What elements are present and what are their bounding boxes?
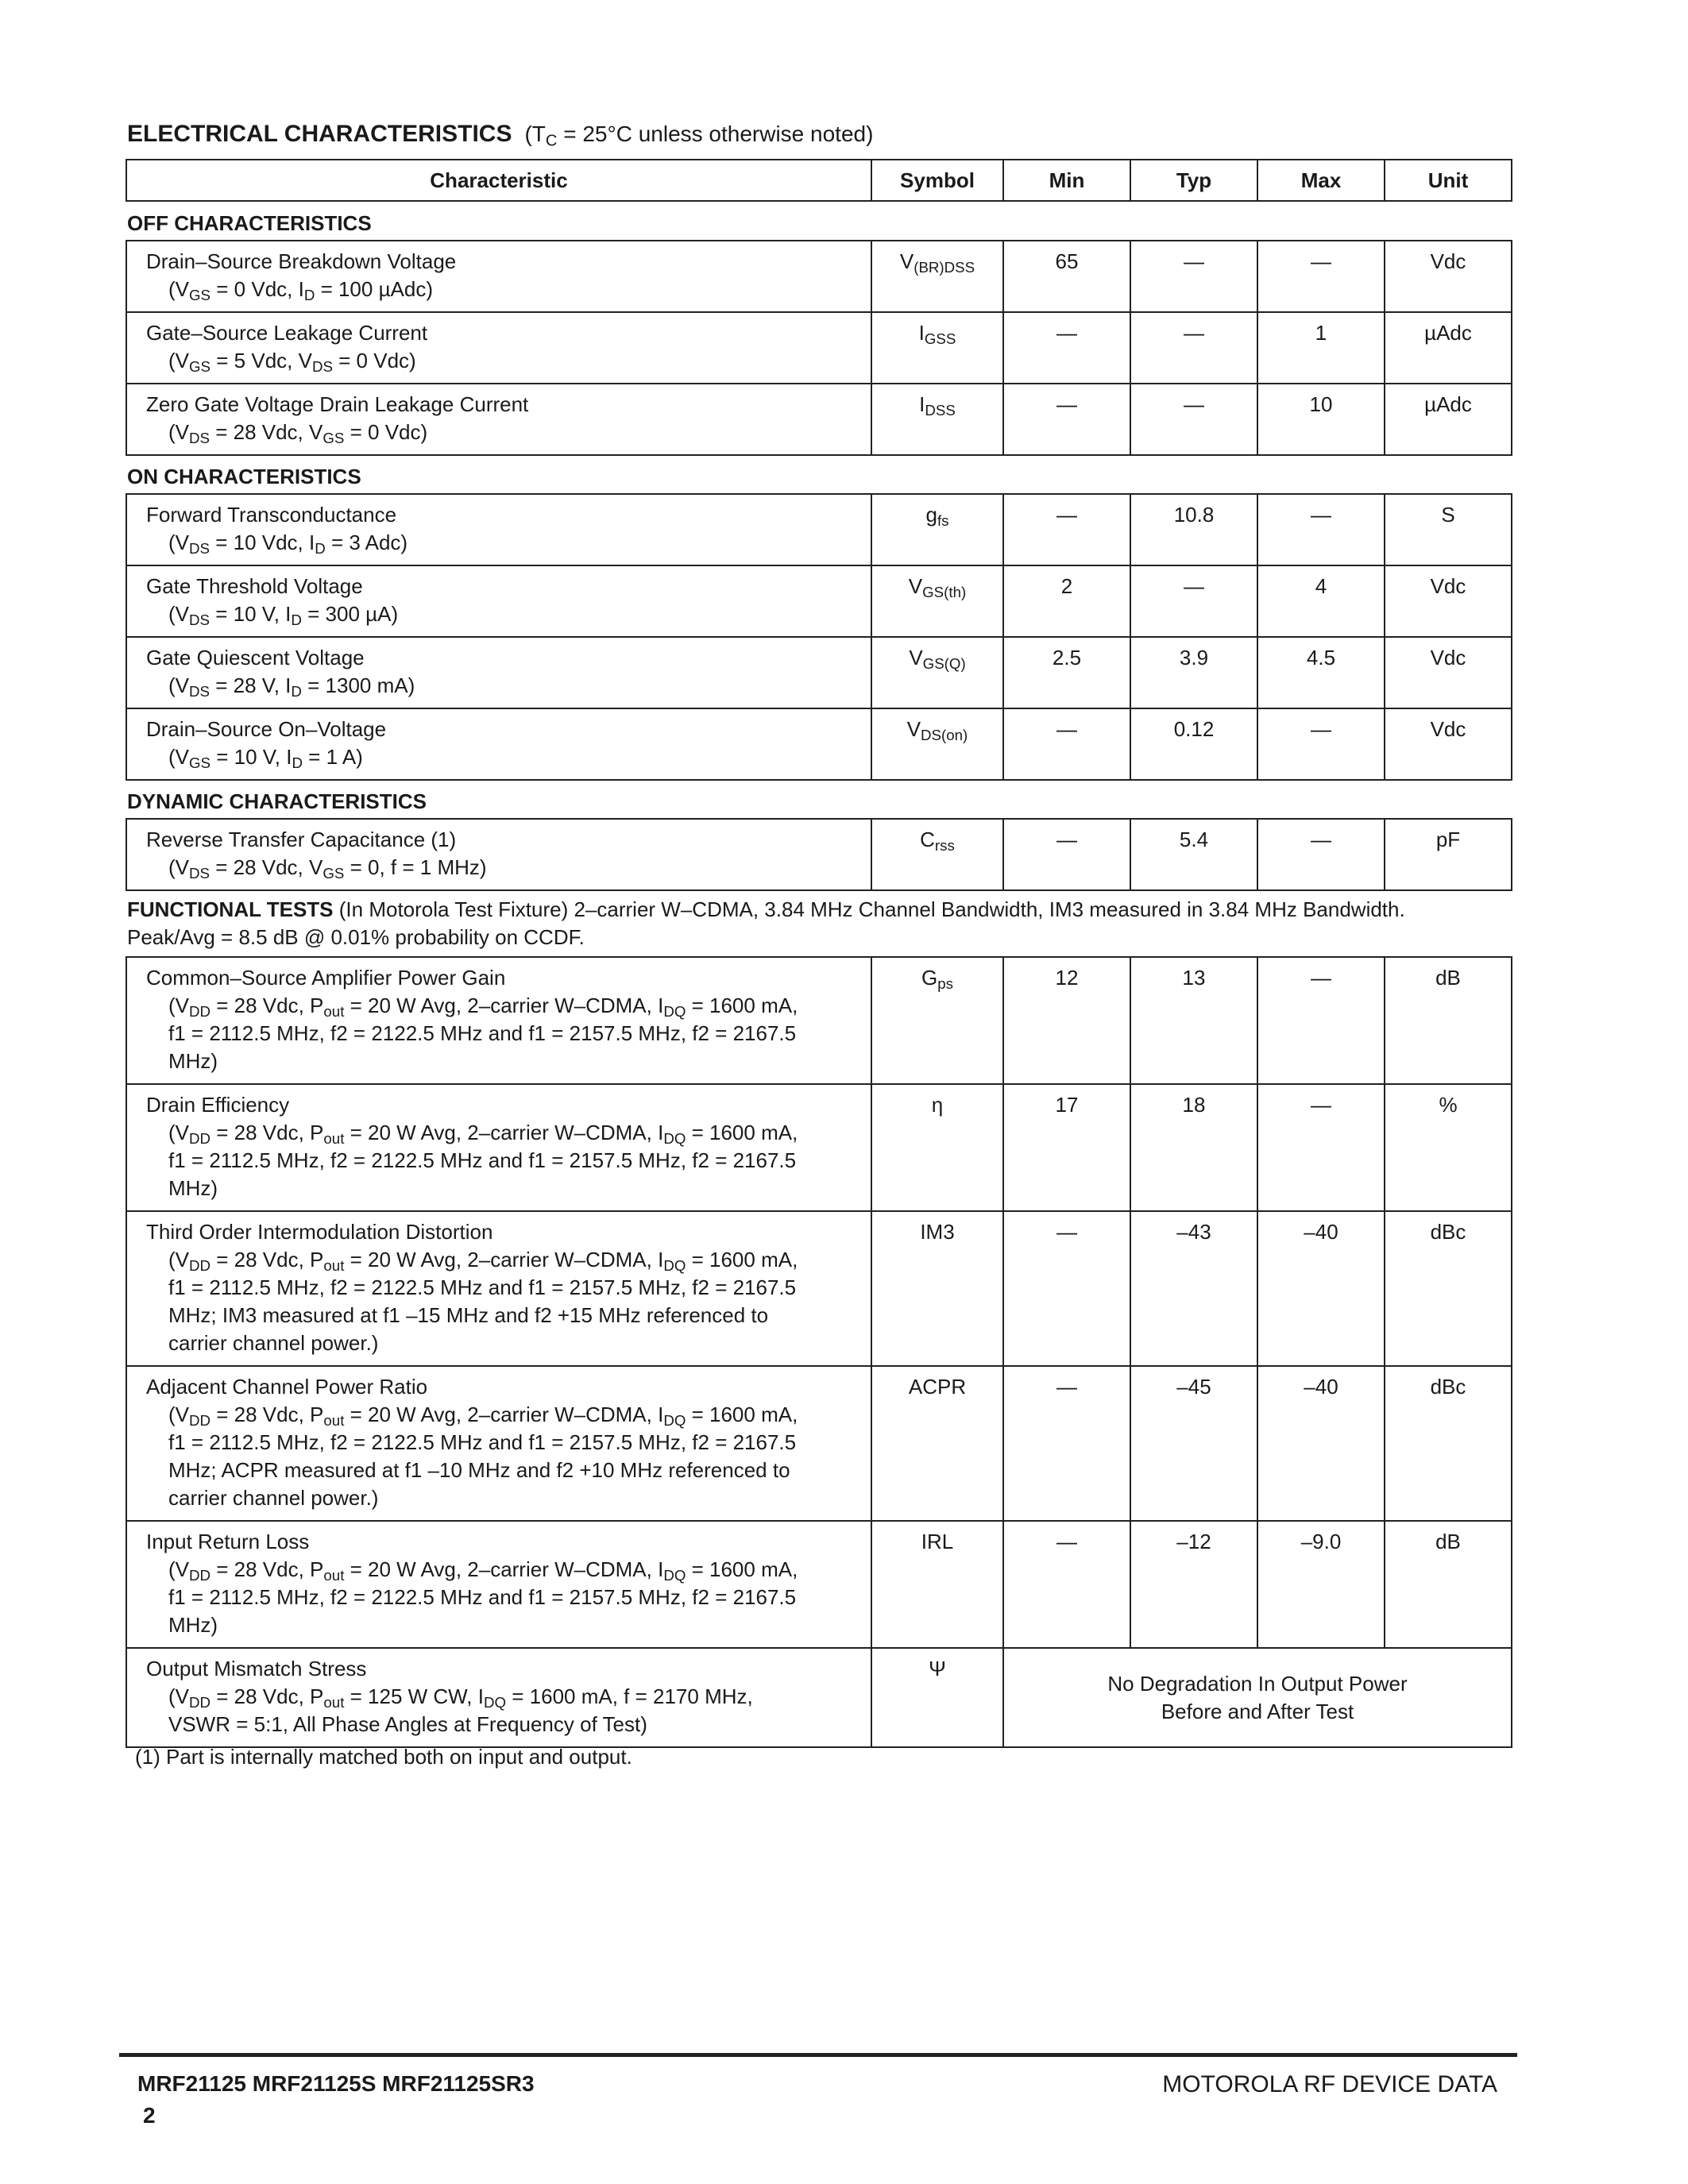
max-cell: — (1257, 708, 1385, 780)
characteristic-cell (126, 1366, 871, 1521)
characteristic-cell (126, 637, 871, 708)
footnote: (1) Part is internally matched both on input and output. (135, 1745, 632, 1769)
header-max: Max (1257, 160, 1385, 201)
typ-cell: 10.8 (1130, 494, 1257, 565)
characteristic-cell (126, 957, 871, 1084)
symbol-cell: $g_{fs}$ (871, 494, 1003, 565)
symbol-cell: $V_{(BR)DSS}$ (871, 241, 1003, 312)
typ-cell: –43 (1130, 1211, 1257, 1366)
test-conditions: ($V_{DD} = 28$ Vdc, $P_{out} = 20$ W Avg, 2–carrier W–CDMA, $I_{DQ} = 1600$ mA, f1 = 2112.5 MHz, f2 = 2122.5 MHz and f1 = 2157.5 MHz, f2 = 2167.5 MHz) (168, 1557, 798, 1637)
table-row (126, 384, 1512, 455)
unit-cell: µAdc (1385, 312, 1512, 384)
header-typ: Typ (1130, 160, 1257, 201)
table-row (126, 312, 1512, 384)
header-min: Min (1003, 160, 1130, 201)
unit-cell: dB (1385, 1521, 1512, 1648)
section-on-label: ON CHARACTERISTICS (127, 465, 361, 488)
symbol-cell: $G_{ps}$ (871, 957, 1003, 1084)
table-row (126, 1211, 1512, 1366)
max-cell: — (1257, 1084, 1385, 1211)
characteristic-name: Zero Gate Voltage Drain Leakage Current (146, 392, 529, 416)
symbol-cell: IRL (871, 1521, 1003, 1648)
max-cell: — (1257, 819, 1385, 890)
title-main: ELECTRICAL CHARACTERISTICS (127, 121, 512, 147)
header-symbol: Symbol (871, 160, 1003, 201)
section-dynamic-label: DYNAMIC CHARACTERISTICS (127, 789, 427, 813)
table-row (126, 1521, 1512, 1648)
off-characteristics-table (126, 240, 1512, 456)
unit-cell: µAdc (1385, 384, 1512, 455)
characteristic-cell (126, 708, 871, 780)
symbol-cell: $V_{GS(Q)}$ (871, 637, 1003, 708)
symbol-cell: IM3 (871, 1211, 1003, 1366)
unit-cell: Vdc (1385, 241, 1512, 312)
typ-cell: 13 (1130, 957, 1257, 1084)
characteristic-name: Drain Efficiency (146, 1093, 290, 1117)
typ-cell: — (1130, 384, 1257, 455)
characteristic-name: Output Mismatch Stress (146, 1657, 367, 1680)
table-row (126, 1366, 1512, 1521)
characteristic-name: Input Return Loss (146, 1530, 310, 1553)
test-conditions: ($V_{DS} = 10$ V, $I_D = 300$ µA) (168, 602, 399, 629)
characteristic-cell (126, 1648, 871, 1747)
test-conditions: ($V_{DD} = 28$ Vdc, $P_{out} = 20$ W Avg, 2–carrier W–CDMA, $I_{DQ} = 1600$ mA, f1 = 2112.5 MHz, f2 = 2122.5 MHz and f1 = 2157.5 MHz, f2 = 2167.5 MHz; IM3 measured at f1 –15 MHz and f2 +15 MHz referenced to carrier channel power.) (168, 1248, 798, 1355)
section-off-label: OFF CHARACTERISTICS (127, 211, 372, 235)
symbol-cell: $I_{GSS}$ (871, 312, 1003, 384)
footer-part-numbers: MRF21125 MRF21125S MRF21125SR3 (137, 2071, 535, 2096)
test-conditions: ($V_{DD} = 28$ Vdc, $P_{out} = 20$ W Avg, 2–carrier W–CDMA, $I_{DQ} = 1600$ mA, f1 = 2112.5 MHz, f2 = 2122.5 MHz and f1 = 2157.5 MHz, f2 = 2167.5 MHz) (168, 994, 798, 1073)
characteristic-cell (126, 819, 871, 890)
test-conditions: ($V_{DS} = 10$ Vdc, $I_D = 3$ Adc) (168, 531, 408, 558)
section-functional-label: FUNCTIONAL TESTS (In Motorola Test Fixture) 2–carrier W–CDMA, 3.84 MHz Channel Bandwidth, IM3 measured in 3.84 MHz Bandwidth. Peak/Avg = 8.5 dB @ 0.01% probability on CCDF. (127, 897, 1405, 949)
min-cell: 65 (1003, 241, 1130, 312)
title-note: ($T_C = 25^\circ C$ unless otherwise noted) (524, 122, 874, 150)
characteristic-cell (126, 1084, 871, 1211)
test-conditions: ($V_{DS} = 28$ V, $I_D = 1300$ mA) (168, 673, 415, 700)
characteristic-name: Drain–Source On–Voltage (146, 717, 387, 741)
characteristic-cell (126, 241, 871, 312)
test-conditions: ($V_{GS} = 5$ Vdc, $V_{DS} = 0$ Vdc) (168, 349, 416, 376)
symbol-cell: $I_{DSS}$ (871, 384, 1003, 455)
min-cell: 12 (1003, 957, 1130, 1084)
typ-cell: — (1130, 565, 1257, 637)
characteristic-cell (126, 1211, 871, 1366)
characteristic-name: Gate Quiescent Voltage (146, 646, 365, 669)
test-conditions: ($V_{DD} = 28$ Vdc, $P_{out} = 20$ W Avg, 2–carrier W–CDMA, $I_{DQ} = 1600$ mA, f1 = 2112.5 MHz, f2 = 2122.5 MHz and f1 = 2157.5 MHz, f2 = 2167.5 MHz; ACPR measured at f1 –10 MHz and f2 +10 MHz referenced to carrier channel power.) (168, 1403, 798, 1510)
min-cell: — (1003, 1211, 1130, 1366)
symbol-cell: η (871, 1084, 1003, 1211)
table-title (127, 121, 873, 148)
symbol-cell: $V_{GS(th)}$ (871, 565, 1003, 637)
unit-cell: dB (1385, 957, 1512, 1084)
functional-tests-table (126, 956, 1512, 1748)
min-cell: 17 (1003, 1084, 1130, 1211)
table-row (126, 1084, 1512, 1211)
max-cell: 4.5 (1257, 637, 1385, 708)
unit-cell: % (1385, 1084, 1512, 1211)
on-characteristics-table (126, 493, 1512, 781)
characteristic-cell (126, 1521, 871, 1648)
test-conditions: ($V_{GS} = 0$ Vdc, $I_D = 100$ µAdc) (168, 277, 434, 304)
typ-cell: — (1130, 241, 1257, 312)
min-cell: — (1003, 1521, 1130, 1648)
symbol-cell: ACPR (871, 1366, 1003, 1521)
typ-cell: 18 (1130, 1084, 1257, 1211)
typ-cell: 5.4 (1130, 819, 1257, 890)
table-header (126, 159, 1512, 202)
symbol-cell: $C_{rss}$ (871, 819, 1003, 890)
table-row (126, 1648, 1512, 1747)
characteristic-cell (126, 494, 871, 565)
table-row (126, 957, 1512, 1084)
characteristic-cell (126, 312, 871, 384)
table-row (126, 241, 1512, 312)
page-number: 2 (143, 2103, 156, 2128)
min-cell: — (1003, 494, 1130, 565)
unit-cell: Vdc (1385, 565, 1512, 637)
max-cell: 10 (1257, 384, 1385, 455)
unit-cell: dBc (1385, 1366, 1512, 1521)
table-row (126, 565, 1512, 637)
characteristic-name: Gate–Source Leakage Current (146, 321, 428, 345)
table-row (126, 819, 1512, 890)
mismatch-result-cell: No Degradation In Output Power Before and After Test (1003, 1648, 1512, 1747)
max-cell: — (1257, 241, 1385, 312)
symbol-cell: $V_{DS(on)}$ (871, 708, 1003, 780)
characteristic-cell (126, 384, 871, 455)
min-cell: — (1003, 312, 1130, 384)
test-conditions: ($V_{DS} = 28$ Vdc, $V_{GS} = 0$, f = 1 MHz) (168, 855, 487, 882)
table-row (126, 494, 1512, 565)
min-cell: — (1003, 384, 1130, 455)
test-conditions: ($V_{DD} = 28$ Vdc, $P_{out} = 20$ W Avg, 2–carrier W–CDMA, $I_{DQ} = 1600$ mA, f1 = 2112.5 MHz, f2 = 2122.5 MHz and f1 = 2157.5 MHz, f2 = 2167.5 MHz) (168, 1121, 798, 1200)
unit-cell: S (1385, 494, 1512, 565)
unit-cell: Vdc (1385, 637, 1512, 708)
unit-cell: Vdc (1385, 708, 1512, 780)
typ-cell: 0.12 (1130, 708, 1257, 780)
min-cell: — (1003, 1366, 1130, 1521)
max-cell: 1 (1257, 312, 1385, 384)
typ-cell: –45 (1130, 1366, 1257, 1521)
min-cell: 2 (1003, 565, 1130, 637)
characteristic-name: Third Order Intermodulation Distortion (146, 1220, 493, 1244)
characteristic-name: Drain–Source Breakdown Voltage (146, 249, 457, 273)
characteristic-name: Adjacent Channel Power Ratio (146, 1375, 428, 1399)
min-cell: 2.5 (1003, 637, 1130, 708)
unit-cell: dBc (1385, 1211, 1512, 1366)
characteristic-cell (126, 565, 871, 637)
footer-publisher: MOTOROLA RF DEVICE DATA (1162, 2071, 1497, 2097)
test-conditions: ($V_{GS} = 10$ V, $I_D = 1$ A) (168, 745, 363, 772)
max-cell: –40 (1257, 1366, 1385, 1521)
table-row (126, 637, 1512, 708)
typ-cell: 3.9 (1130, 637, 1257, 708)
max-cell: — (1257, 957, 1385, 1084)
footer-rule (119, 2053, 1517, 2057)
max-cell: –9.0 (1257, 1521, 1385, 1648)
typ-cell: –12 (1130, 1521, 1257, 1648)
dynamic-characteristics-table (126, 818, 1512, 891)
min-cell: — (1003, 819, 1130, 890)
header-unit: Unit (1385, 160, 1512, 201)
unit-cell: pF (1385, 819, 1512, 890)
max-cell: — (1257, 494, 1385, 565)
test-conditions: ($V_{DD} = 28$ Vdc, $P_{out} = 125$ W CW, $I_{DQ} = 1600$ mA, f = 2170 MHz, VSWR = 5:1, All Phase Angles at Frequency of Test) (168, 1684, 753, 1736)
characteristic-name: Forward Transconductance (146, 503, 397, 527)
symbol-cell: Ψ (871, 1648, 1003, 1747)
table-row (126, 708, 1512, 780)
max-cell: –40 (1257, 1211, 1385, 1366)
characteristic-name: Gate Threshold Voltage (146, 574, 363, 598)
typ-cell: — (1130, 312, 1257, 384)
characteristic-name: Reverse Transfer Capacitance (1) (146, 828, 457, 851)
min-cell: — (1003, 708, 1130, 780)
test-conditions: ($V_{DS} = 28$ Vdc, $V_{GS} = 0$ Vdc) (168, 420, 428, 447)
header-characteristic: Characteristic (126, 160, 871, 201)
characteristic-name: Common–Source Amplifier Power Gain (146, 966, 506, 990)
max-cell: 4 (1257, 565, 1385, 637)
